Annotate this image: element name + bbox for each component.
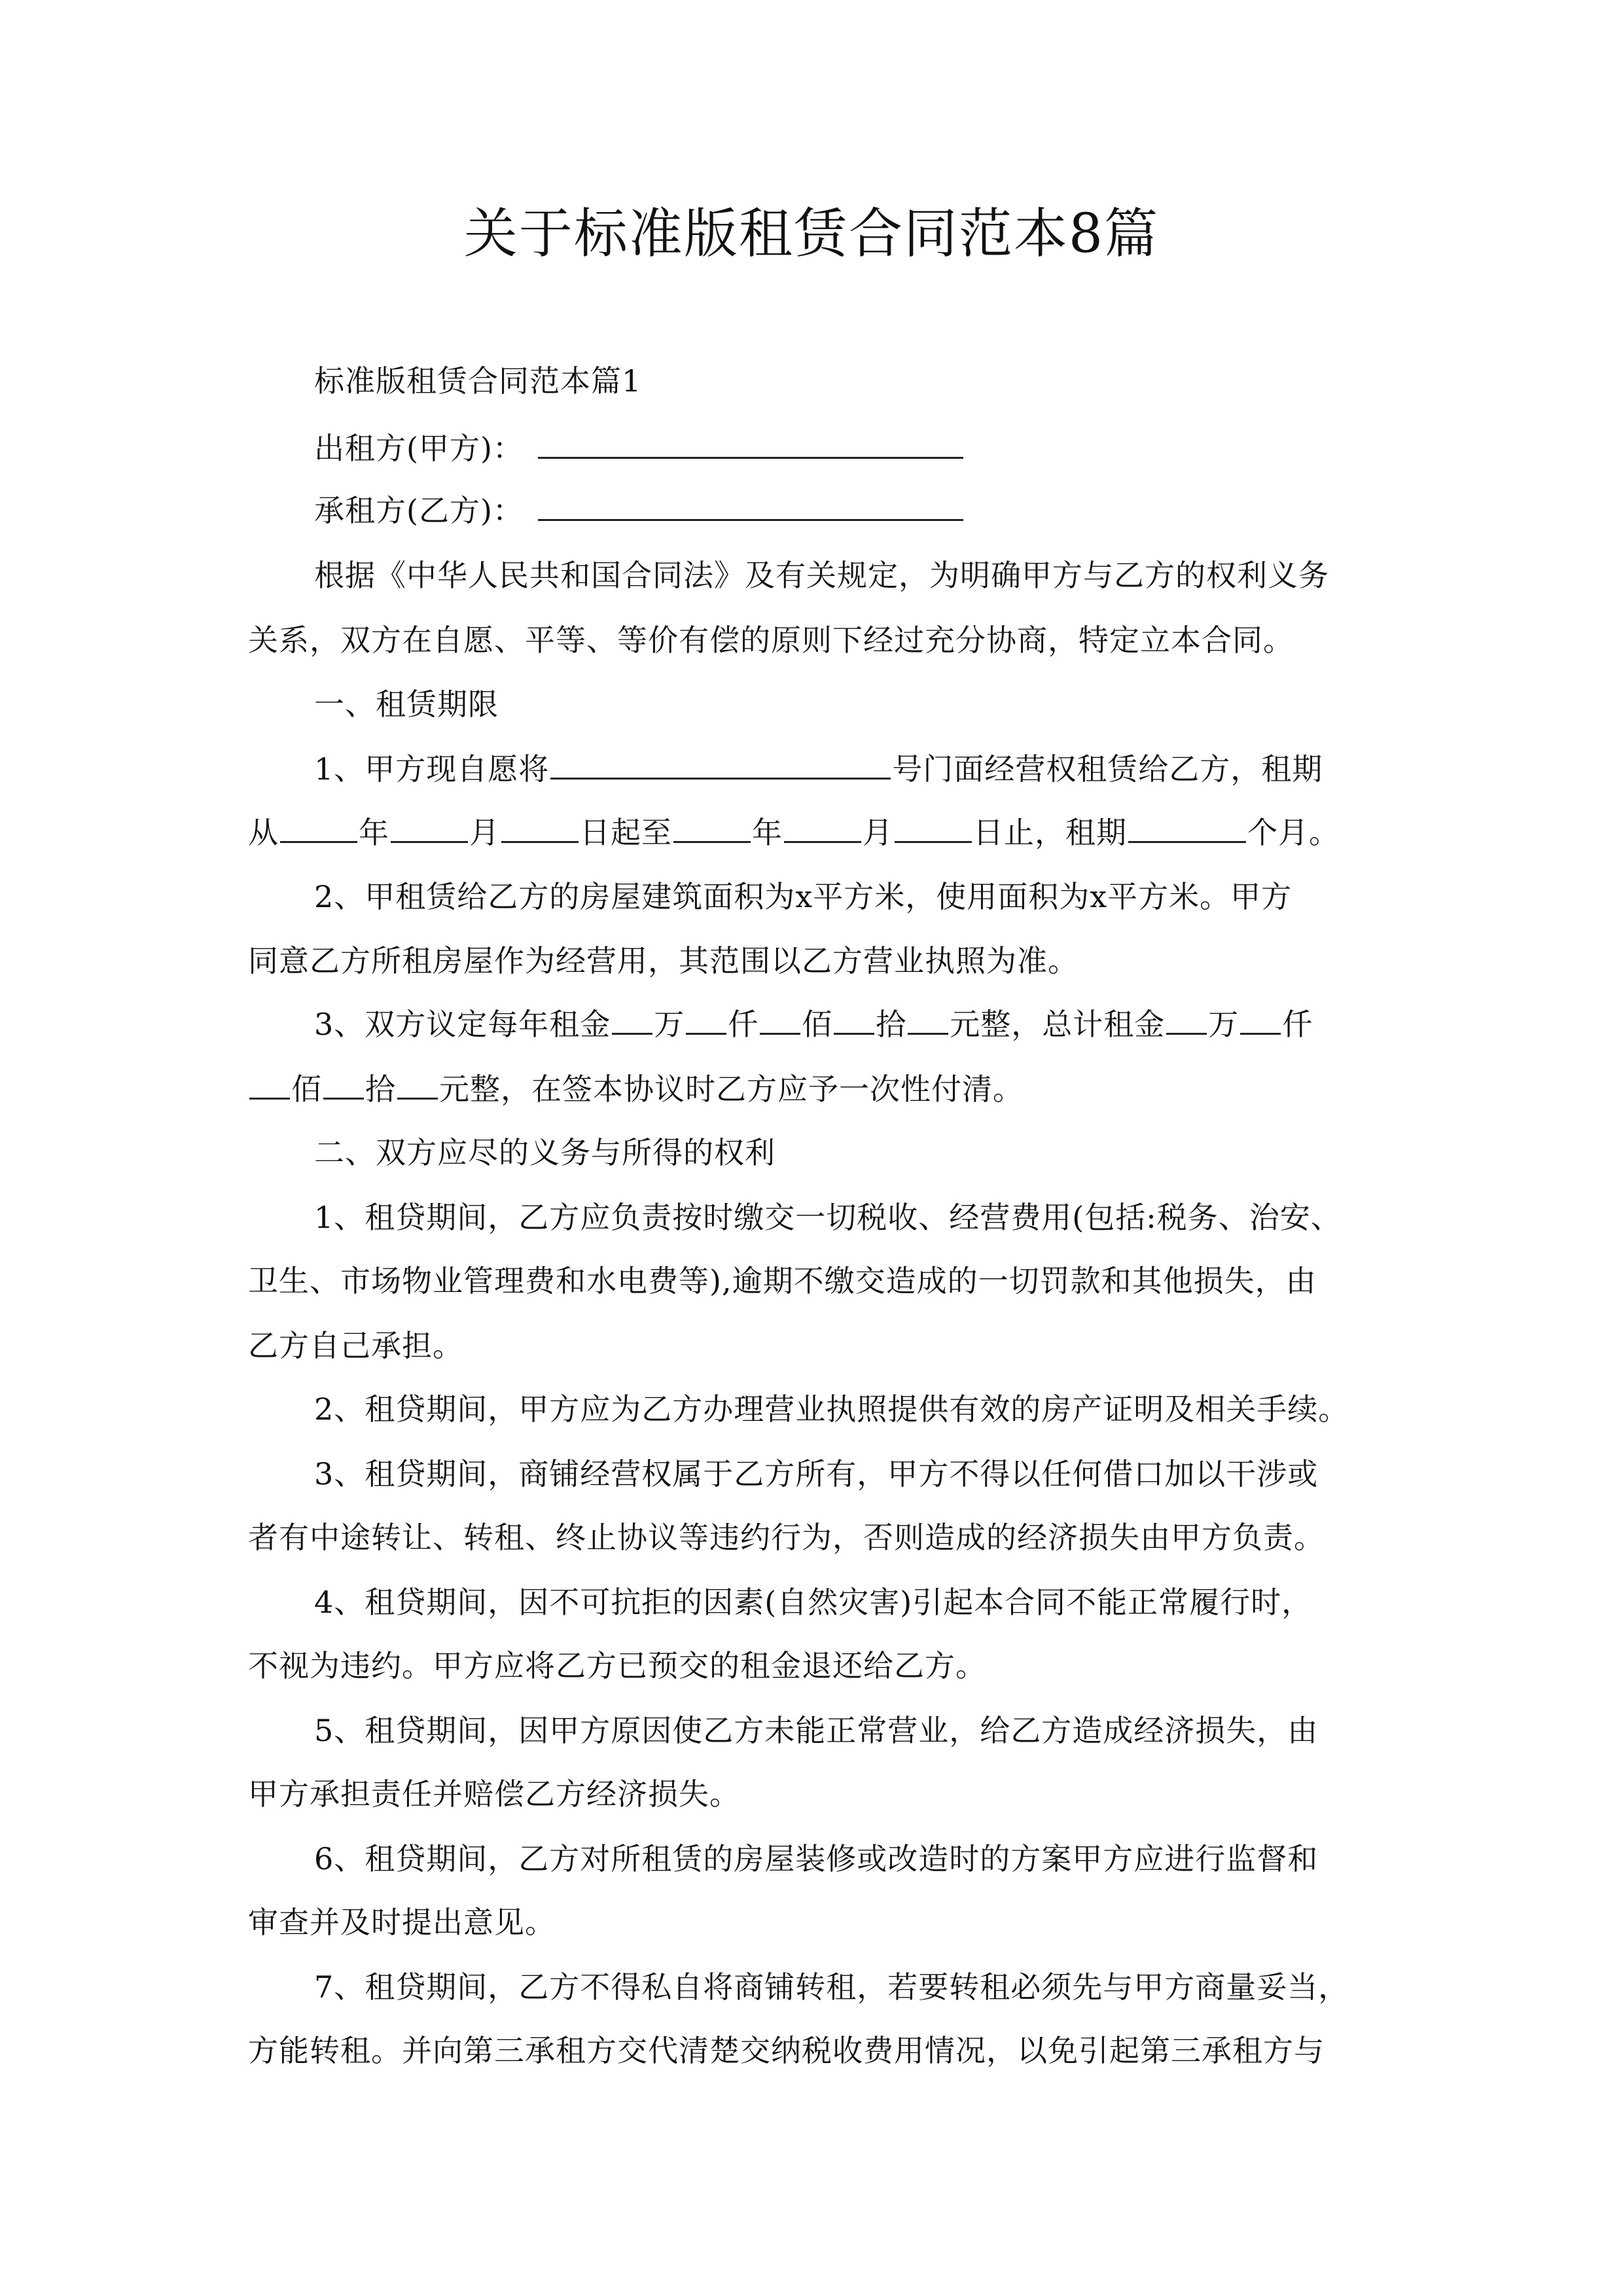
annual-yuan-blank[interactable]	[908, 1007, 948, 1035]
clause-text: 年	[752, 815, 783, 850]
clause1-1-line-2	[248, 813, 1406, 852]
lessor-line	[314, 429, 1406, 468]
start-month-blank[interactable]	[391, 815, 468, 843]
clause2-1-line-1: 1、租贷期间，乙方应负责按时缴交一切税收、经营费用(包括:税务、治安、	[314, 1200, 1342, 1235]
clause2-5-line-2: 甲方承担责任并赔偿乙方经济损失。	[248, 1776, 740, 1812]
clause-text: 月	[863, 815, 893, 850]
end-year-blank[interactable]	[673, 815, 751, 843]
start-year-blank[interactable]	[280, 815, 357, 843]
clause2-6-line-2: 审查并及时提出意见。	[248, 1905, 556, 1940]
clause-text: 1、甲方现自愿将	[314, 751, 550, 787]
clause-text: 万	[1208, 1007, 1240, 1042]
clause2-5-line-1: 5、租贷期间，因甲方原因使乙方未能正常营业，给乙方造成经济损失，由	[314, 1713, 1319, 1748]
lessee-blank-field[interactable]	[538, 493, 963, 521]
annual-shi-blank[interactable]	[834, 1007, 874, 1035]
clause2-2-line-1: 2、租贷期间，甲方应为乙方办理营业执照提供有效的房产证明及相关手续。	[314, 1391, 1349, 1427]
part2-heading: 二、双方应尽的义务与所得的权利	[314, 1135, 776, 1170]
clause-text: 佰	[291, 1071, 322, 1107]
annual-wan-blank[interactable]	[612, 1007, 652, 1035]
section-heading: 标准版租赁合同范本篇1	[314, 363, 642, 399]
clause2-6-line-1: 6、租贷期间，乙方对所租赁的房屋装修或改造时的方案甲方应进行监督和	[314, 1841, 1319, 1876]
part1-heading: 一、租赁期限	[314, 687, 499, 722]
clause2-4-line-1: 4、租贷期间，因不可抗拒的因素(自然灾害)引起本合同不能正常履行时，	[314, 1585, 1313, 1620]
clause2-4-line-2: 不视为违约。甲方应将乙方已预交的租金退还给乙方。	[248, 1648, 986, 1683]
end-day-blank[interactable]	[895, 815, 972, 843]
clause-text: 佰	[802, 1007, 833, 1042]
clause2-1-line-3: 乙方自己承担。	[248, 1328, 463, 1363]
intro-line-1: 根据《中华人民共和国合同法》及有关规定，为明确甲方与乙方的权利义务	[314, 558, 1329, 593]
clause-text: 仟	[1282, 1007, 1313, 1042]
clause1-2-line-2: 同意乙方所租房屋作为经营用，其范围以乙方营业执照为准。	[248, 943, 1079, 978]
annual-qian-blank[interactable]	[686, 1007, 726, 1035]
address-blank-field[interactable]	[550, 751, 891, 780]
document-title: 关于标准版租赁合同范本8篇	[463, 203, 1160, 265]
clause1-1-line-1	[314, 749, 1406, 789]
clause-text: 日止，租期	[973, 815, 1127, 850]
clause2-3-line-2: 者有中途转让、转租、终止协议等违约行为，否则造成的经济损失由甲方负责。	[248, 1520, 1325, 1555]
annual-bai-blank[interactable]	[760, 1007, 800, 1035]
lessor-label: 出租方(甲方)：	[314, 431, 524, 466]
total-qian-blank[interactable]	[1240, 1007, 1281, 1035]
lessee-label: 承租方(乙方)：	[314, 493, 524, 528]
clause-text: 3、双方议定每年租金	[314, 1007, 611, 1042]
clause-text: 号门面经营权租赁给乙方，租期	[892, 751, 1323, 787]
clause-text: 个月。	[1247, 815, 1340, 850]
clause1-3-line-1	[314, 1005, 1406, 1044]
clause-text: 拾	[365, 1071, 396, 1107]
term-months-blank[interactable]	[1128, 815, 1246, 843]
clause-text: 拾	[876, 1007, 907, 1042]
total-wan-blank[interactable]	[1166, 1007, 1207, 1035]
clause-text: 元整，在签本协议时乙方应予一次性付清。	[439, 1071, 1024, 1107]
start-day-blank[interactable]	[501, 815, 579, 843]
clause-text: 月	[469, 815, 500, 850]
clause-text: 从	[248, 815, 279, 850]
lessee-line	[314, 491, 1406, 530]
clause2-7-line-2: 方能转租。并向第三承租方交代清楚交纳税收费用情况，以免引起第三承租方与	[248, 2033, 1325, 2068]
total-bai-blank[interactable]	[249, 1071, 290, 1100]
lessor-blank-field[interactable]	[538, 431, 963, 459]
intro-line-2: 关系，双方在自愿、平等、等价有偿的原则下经过充分协商，特定立本合同。	[248, 622, 1294, 658]
clause2-7-line-1: 7、租贷期间，乙方不得私自将商铺转租，若要转租必须先与甲方商量妥当，	[314, 1969, 1349, 2005]
clause2-3-line-1: 3、租贷期间，商铺经营权属于乙方所有，甲方不得以任何借口加以干涉或	[314, 1456, 1319, 1492]
clause-text: 万	[654, 1007, 685, 1042]
clause-text: 仟	[728, 1007, 759, 1042]
clause-text: 日起至	[580, 815, 672, 850]
total-yuan-blank[interactable]	[397, 1071, 438, 1100]
clause2-1-line-2: 卫生、市场物业管理费和水电费等),逾期不缴交造成的一切罚款和其他损失，由	[248, 1263, 1317, 1299]
clause-text: 年	[359, 815, 389, 850]
total-shi-blank[interactable]	[323, 1071, 364, 1100]
clause-text: 元整，总计租金	[950, 1007, 1166, 1042]
clause1-3-line-2	[248, 1069, 1406, 1109]
clause1-2-line-1: 2、甲租赁给乙方的房屋建筑面积为x平方米，使用面积为x平方米。甲方	[314, 879, 1293, 914]
end-month-blank[interactable]	[784, 815, 861, 843]
